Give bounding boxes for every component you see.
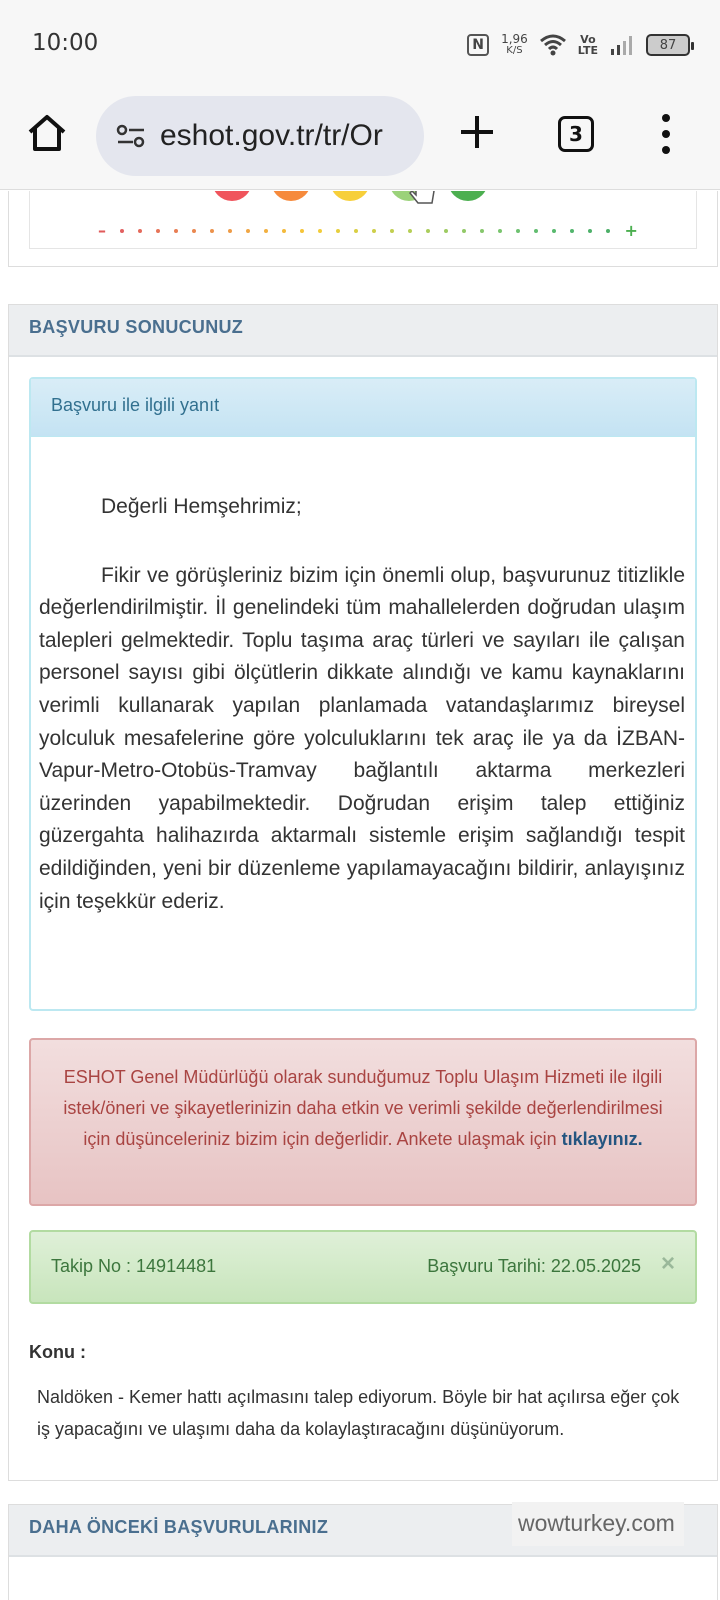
tab-switcher-button[interactable]: 3 — [558, 116, 594, 152]
network-speed — [501, 34, 528, 56]
reply-heading: Başvuru ile ilgili yanıt — [31, 379, 695, 437]
volte-top: Vo — [580, 33, 596, 46]
tracking-info-alert — [29, 1230, 697, 1304]
scale-minus: – — [98, 221, 106, 240]
previous-applications-title[interactable]: DAHA ÖNCEKİ BAŞVURULARINIZ — [9, 1505, 717, 1557]
application-date: Başvuru Tarihi: 22.05.2025 — [427, 1256, 641, 1276]
scale-plus: + — [624, 221, 638, 240]
more-menu-icon[interactable] — [660, 114, 672, 154]
volte-bottom: LTE — [577, 44, 598, 57]
address-bar[interactable] — [96, 96, 424, 176]
reply-body — [31, 437, 695, 918]
status-icons — [467, 30, 690, 60]
battery-icon: 87 — [646, 34, 690, 56]
face-unhappy-icon[interactable] — [271, 191, 311, 201]
network-speed-unit: K/S — [506, 45, 523, 56]
face-neutral-icon[interactable] — [330, 191, 370, 201]
subject-text: Naldöken - Kemer hattı açılmasını talep ediyorum. Böyle bir hat açılırsa eğer çok iş yapacağını ve ulaşımı daha da kolaylaştıracağını düşünüyorum. — [37, 1387, 680, 1439]
browser-toolbar — [0, 90, 720, 190]
subject-label: Konu : — [29, 1342, 86, 1362]
reply-box — [29, 377, 697, 1011]
signal-icon — [610, 34, 634, 56]
status-bar — [0, 0, 720, 90]
status-time: 10:00 — [32, 30, 99, 56]
tracking-number: Takip No : 14914481 — [51, 1256, 217, 1276]
url-text: eshot.gov.tr/tr/Or — [160, 119, 383, 152]
survey-link[interactable]: tıklayınız. — [561, 1129, 643, 1149]
volte-indicator — [578, 34, 598, 56]
hand-cursor-icon — [408, 191, 438, 205]
face-very-unhappy-icon[interactable] — [212, 191, 252, 201]
reply-text: Fikir ve görüşleriniz bizim için önemli olup, başvurunuz titizlikle değerlendirilmiştir. İl genelindeki tüm mahallelerden doğrudan ulaşım talepleri gelmektedir. Toplu taşıma araç türleri ve sayıları ile çalışan personel sayısı gibi ölçütlerin dikkate alındığı ve kamu kaynaklarını verimli kullanarak yapılan planlamada vatandaşlarımız bireysel yolculuk mesafelerine göre yolculuklarını tek araç ile ya da İZBAN-Vapur-Metro-Otobüs-Tramvay bağlantılı aktarma merkezleri üzerinden yapabilmektedir. Doğrudan erişim talep ettiğiniz güzergahta halihazırda aktarmalı sistemle erişim sağlandığı tespit edildiğinden, yeni bir düzenleme yapılamayacağını bildirir, anlayışınız için teşekkür ederiz. — [39, 563, 685, 913]
panel-title: BAŞVURU SONUCUNUZ — [9, 305, 717, 357]
application-result-panel — [8, 304, 718, 1481]
home-icon[interactable] — [26, 112, 68, 154]
network-speed-value: 1,96 — [501, 32, 528, 46]
site-settings-icon[interactable] — [116, 121, 146, 151]
new-tab-icon[interactable] — [455, 110, 499, 154]
watermark: wowturkey.com — [512, 1502, 684, 1546]
page-content — [0, 191, 720, 1600]
satisfaction-survey-panel — [8, 191, 718, 267]
survey-alert — [29, 1038, 697, 1206]
face-very-happy-icon[interactable] — [448, 191, 488, 201]
satisfaction-survey — [29, 191, 697, 249]
reply-greeting: Değerli Hemşehrimiz; — [101, 495, 302, 518]
nfc-icon: N — [467, 34, 489, 56]
survey-alert-text: ESHOT Genel Müdürlüğü olarak sunduğumuz Toplu Ulaşım Hizmeti ile ilgili istek/öneri ve şikayetlerinizin daha etkin ve verimli şekilde değerlendirilmesi için düşünceleriniz bizim için değerlidir. Ankete ulaşmak için — [63, 1067, 663, 1149]
close-icon[interactable]: × — [660, 1250, 675, 1277]
wifi-icon — [540, 34, 566, 56]
satisfaction-scale — [98, 221, 638, 240]
